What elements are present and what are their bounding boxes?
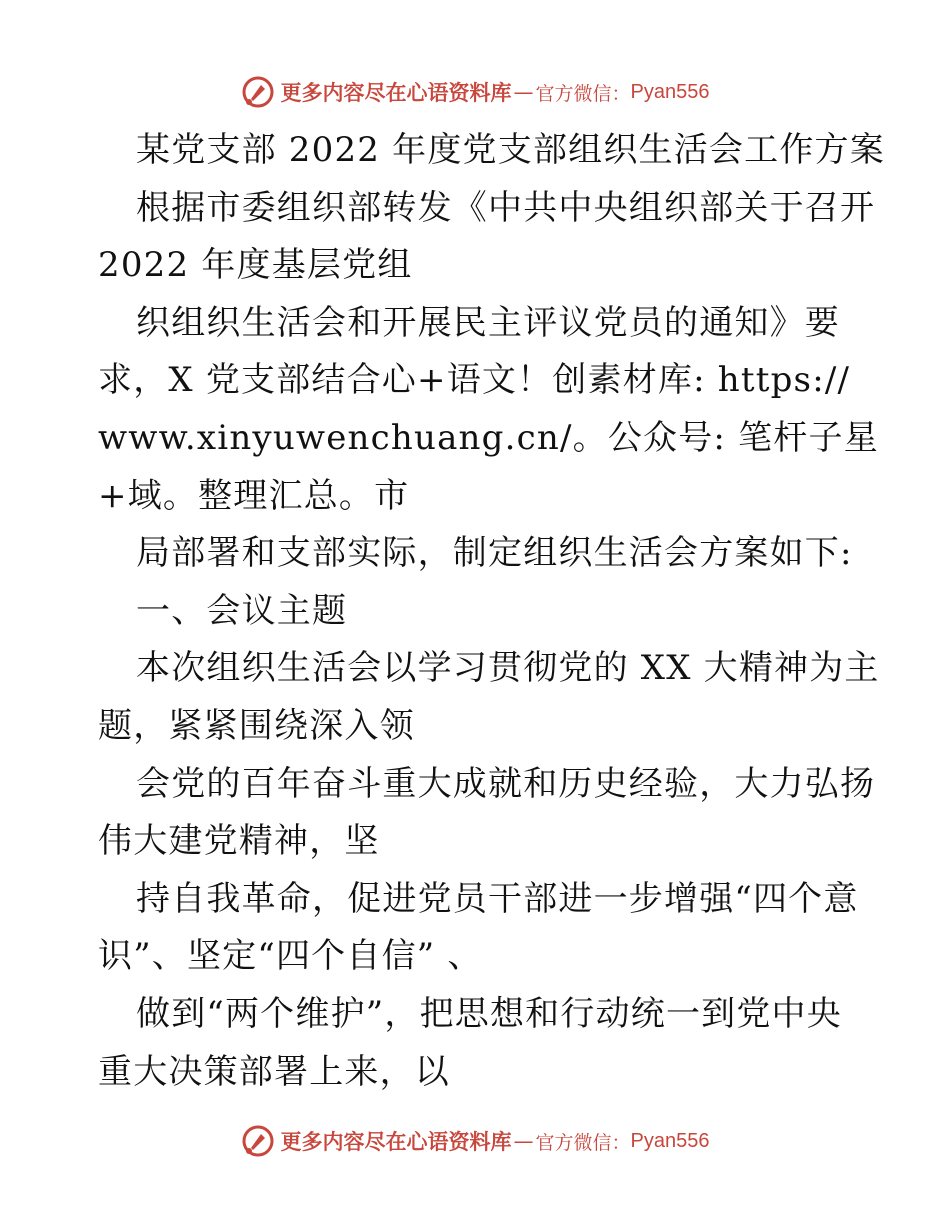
header-watermark [0, 72, 950, 112]
watermark-contact-id: Pyan556 [630, 1129, 710, 1152]
section-heading: 一、会议主题 [136, 590, 348, 631]
paragraph-line: 本次组织生活会以学习贯彻党的 XX 大精神为主 [136, 648, 880, 689]
watermark-brand: 更多内容尽在心语资料库 [280, 1129, 512, 1154]
paragraph-line: 2022 年度基层党组 [98, 245, 413, 286]
paragraph-line: 织组织生活会和开展民主评议党员的通知》要 [136, 302, 840, 343]
paragraph-line: www.xinyuwenchuang.cn/。公众号: 笔杆子星 [98, 417, 879, 458]
watermark-contact-id: Pyan556 [630, 80, 710, 103]
footer-watermark [0, 1121, 950, 1161]
paragraph-line: 求，X 党支部结合心+语文！创素材库: https:// [98, 360, 851, 401]
paragraph-line: 识”、坚定“四个自信” 、 [98, 936, 483, 977]
watermark-separator: — [513, 1129, 534, 1153]
pen-nib-circle-icon [241, 1124, 275, 1158]
paragraph-line: 根据市委组织部转发《中共中央组织部关于召开 [136, 187, 876, 228]
paragraph-line: 局部署和支部实际，制定组织生活会方案如下: [136, 533, 853, 574]
paragraph-line: +域。整理汇总。市 [98, 475, 410, 516]
watermark-brand: 更多内容尽在心语资料库 [280, 80, 512, 105]
paragraph-line: 题，紧紧围绕深入领 [98, 705, 415, 746]
watermark-separator: — [513, 80, 534, 104]
pen-nib-circle-icon [241, 75, 275, 109]
document-body [98, 122, 885, 1101]
paragraph-line: 伟大建党精神，坚 [98, 821, 380, 862]
watermark-contact-label: 官方微信： [535, 82, 631, 105]
watermark-contact-label: 官方微信： [535, 1131, 631, 1154]
paragraph-line: 重大决策部署上来，以 [98, 1051, 450, 1092]
paragraph-line: 做到“两个维护”，把思想和行动统一到党中央 [136, 993, 842, 1034]
document-title: 某党支部 2022 年度党支部组织生活会工作方案 [136, 130, 885, 170]
paragraph-line: 持自我革命，促进党员干部进一步增强“四个意 [136, 878, 859, 919]
paragraph-line: 会党的百年奋斗重大成就和历史经验，大力弘扬 [136, 763, 876, 804]
